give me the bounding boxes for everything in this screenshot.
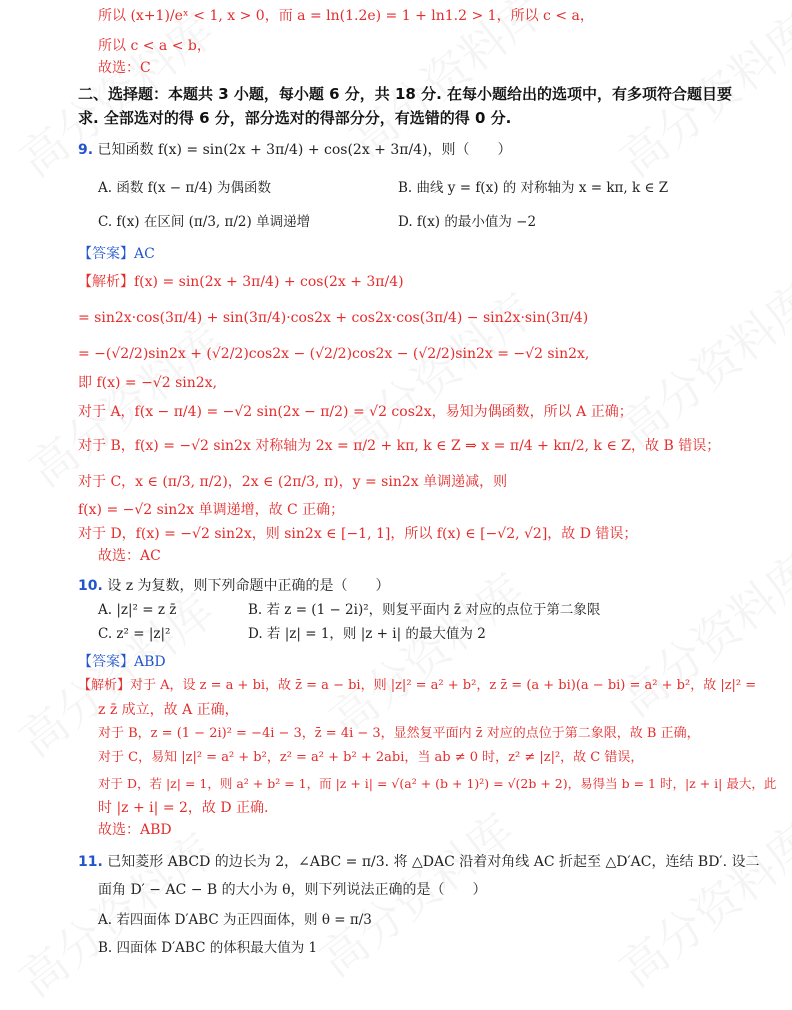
watermark (604, 806, 792, 1000)
option-b: B. 若 z = (1 − 2i)²，则复平面内 z̄ 对应的点位于第二象限 (248, 602, 601, 618)
answer: 【答案】ABD (78, 654, 166, 670)
solution-line: 【解析】对于 A，设 z = a + bi，故 z̄ = a − bi，则 |z|² = a² + b²，z z̄ = (a + bi)(a − bi) = a² + b²，故 |z|² = (78, 678, 757, 693)
question-number: 9. (78, 142, 94, 158)
question-stem-continued: 面角 D′ − AC − B 的大小为 θ，则下列说法正确的是（ ） (98, 882, 487, 898)
option-a: A. |z|² = z z̄ (98, 602, 177, 618)
solution-line: 对于 A，f(x − π/4) = −√2 sin(2x − π/2) = √2 cos2x，易知为偶函数，所以 A 正确； (78, 404, 633, 420)
option-a: A. 函数 f(x − π/4) 为偶函数 (98, 180, 271, 196)
section-heading: 求. 全部选对的得 6 分，部分选对的得部分分，有选错的得 0 分. (78, 109, 512, 127)
solution-line: 【解析】f(x) = sin(2x + 3π/4) + cos(2x + 3π/4) (78, 274, 404, 290)
solution-line: 对于 C，x ∈ (π/3, π/2)，2x ∈ (2π/3, π)，y = sin2x 单调递减，则 (78, 474, 508, 490)
solution-line: 时 |z + i| = 2，故 D 正确. (98, 800, 269, 816)
solution-conclusion: 故选：ABD (98, 822, 172, 838)
solution-line: 对于 C，易知 |z|² = a² + b²，z² = a² + b² + 2abi，当 ab ≠ 0 时，z² ≠ |z|²，故 C 错误， (98, 750, 644, 765)
solution-line: 即 f(x) = −√2 sin2x, (78, 375, 218, 391)
solution-line: 对于 D，若 |z| = 1，则 a² + b² = 1，而 |z + i| = √(a² + (b + 1)²) = √(2b + 2)，易得当 b = 1 时，|z + i| 最大，此 (98, 776, 777, 791)
option-a: A. 若四面体 D′ABC 为正四面体，则 θ = π/3 (98, 912, 372, 928)
question-9 (78, 140, 512, 160)
solution-line: f(x) = −√2 sin2x 单调递增，故 C 正确； (78, 502, 345, 518)
question-stem: 已知菱形 ABCD 的边长为 2，∠ABC = π/3. 将 △DAC 沿着对角线 AC 折起至 △D′AC，连结 BD′. 设二 (107, 854, 760, 870)
question-11 (78, 852, 760, 872)
option-c: C. f(x) 在区间 (π/3, π/2) 单调递增 (98, 214, 311, 230)
solution-line: 对于 B，f(x) = −√2 sin2x 对称轴为 2x = π/2 + kπ, k ∈ Z ⇒ x = π/4 + kπ/2, k ∈ Z，故 B 错误； (78, 438, 721, 454)
solution-line: z z̄ 成立，故 A 正确， (98, 702, 239, 718)
question-number: 10. (78, 578, 103, 594)
prev-solution-conclusion: 故选：C (98, 60, 151, 76)
question-10 (78, 576, 390, 596)
option-b: B. 四面体 D′ABC 的体积最大值为 1 (98, 940, 318, 956)
solution-conclusion: 故选：AC (98, 548, 161, 564)
prev-solution-line: 所以 c < a < b， (98, 38, 211, 54)
solution-line: 对于 D，f(x) = −√2 sin2x，则 sin2x ∈ [−1, 1]，所以 f(x) ∈ [−√2, √2]，故 D 错误； (78, 526, 638, 542)
solution-line: = sin2x·cos(3π/4) + sin(3π/4)·cos2x + cos2x·cos(3π/4) − sin2x·sin(3π/4) (78, 310, 589, 326)
question-stem: 已知函数 f(x) = sin(2x + 3π/4) + cos(2x + 3π/4)，则（ ） (97, 142, 512, 158)
prev-solution-line: 所以 (x+1)/eˣ < 1, x > 0，而 a = ln(1.2e) = 1 + ln1.2 > 1，所以 c < a， (98, 8, 594, 24)
question-stem: 设 z 为复数，则下列命题中正确的是（ ） (107, 578, 390, 594)
option-d: D. f(x) 的最小值为 −2 (398, 214, 537, 230)
option-d: D. 若 |z| = 1，则 |z + i| 的最大值为 2 (248, 626, 486, 642)
solution-line: 对于 B，z = (1 − 2i)² = −4i − 3，z̄ = 4i − 3，显然复平面内 z̄ 对应的点位于第二象限，故 B 正确， (98, 726, 700, 741)
watermark (604, 536, 792, 730)
watermark (604, 266, 792, 460)
section-heading: 二、选择题：本题共 3 小题，每小题 6 分，共 18 分. 在每小题给出的选项中，有多项符合题目要 (78, 85, 733, 103)
answer: 【答案】AC (78, 246, 155, 262)
option-b: B. 曲线 y = f(x) 的 对称轴为 x = kπ, k ∈ Z (398, 180, 669, 196)
option-c: C. z² = |z|² (98, 626, 171, 642)
question-number: 11. (78, 854, 103, 870)
solution-line: = −(√2/2)sin2x + (√2/2)cos2x − (√2/2)cos2x − (√2/2)sin2x = −√2 sin2x, (78, 346, 590, 362)
